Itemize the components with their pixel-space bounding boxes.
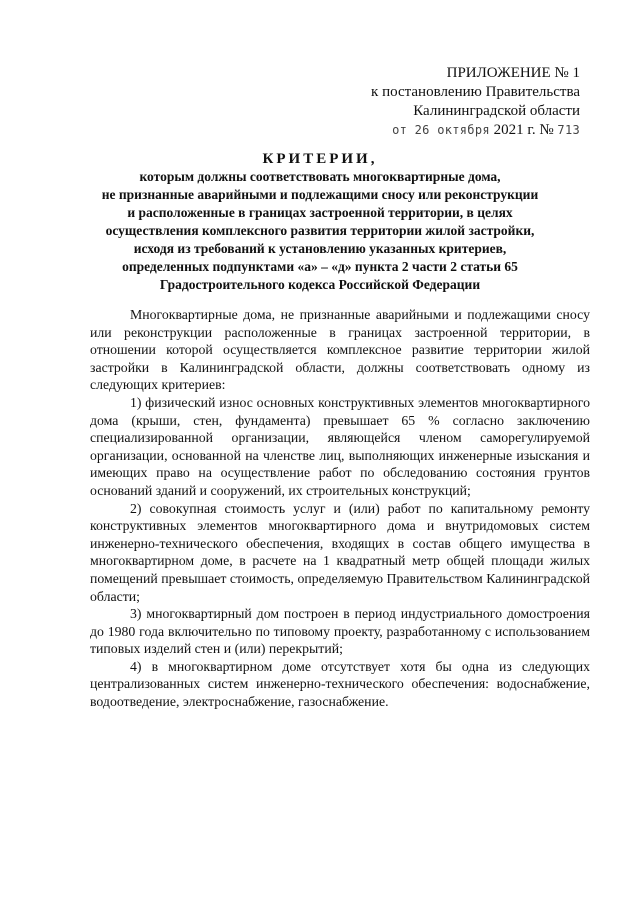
subtitle-line: не признанные аварийными и подлежащими сносу или реконструкции: [101, 187, 539, 202]
subtitle-line: которым должны соответствовать многоквартирные дома,: [139, 169, 501, 184]
subtitle-line: исходя из требований к установлению указанных критериев,: [133, 241, 507, 256]
subtitle-line: и расположенные в границах застроенной территории, в целях: [127, 205, 513, 220]
subtitle-line: осуществления комплексного развития территории жилой застройки,: [105, 223, 535, 238]
appendix-region: Калининградской области: [413, 103, 580, 119]
document-body: [90, 306, 590, 711]
criterion-3-paragraph: 3) многоквартирный дом построен в период индустриального домостроения до 1980 года включительно по типовому проекту, разработанному с использованием типовых изделий стен и (или) перекрытий;: [90, 606, 590, 657]
criterion-1-paragraph: 1) физический износ основных конструктивных элементов многоквартирного дома (крыши, стен, фундамента) превышает 65 % согласно заключению специализированной организации, являющейся членом саморегулируемой организации, основанной на членстве лиц, выполняющих инженерные изыскания и имеющих право на осуществление работ по обследованию состояния грунтов оснований зданий и сооружений, их строительных конструкций;: [90, 394, 590, 498]
appendix-resolution-ref: к постановлению Правительства: [371, 84, 580, 100]
appendix-date-line: [320, 121, 580, 140]
appendix-number: 713: [557, 123, 580, 137]
document-title: КРИТЕРИИ,: [262, 151, 378, 167]
subtitle-line: Градостроительного кодекса Российской Федерации: [159, 277, 481, 292]
subtitle-line: определенных подпунктами «а» – «д» пункта 2 части 2 статьи 65: [122, 259, 518, 274]
appendix-label: ПРИЛОЖЕНИЕ № 1: [446, 65, 580, 81]
intro-paragraph: Многоквартирные дома, не признанные аварийными и подлежащими сносу или реконструкции расположенные в границах застроенной территории, в отношении которой осуществляется комплексное развитие территории жилой застройки в Калининградской области, должны соответствовать одному из следующих критериев:: [90, 307, 590, 393]
document-subtitle: [60, 168, 580, 294]
appendix-year: 2021 г. №: [493, 122, 554, 138]
appendix-header: [320, 64, 580, 140]
appendix-date: от 26 октября: [392, 123, 490, 137]
criterion-4-paragraph: 4) в многоквартирном доме отсутствует хотя бы одна из следующих централизованных систем инженерно-технического обеспечения: водоснабжение, водоотведение, электроснабжение, газоснабжение.: [90, 658, 590, 710]
criterion-2-paragraph: 2) совокупная стоимость услуг и (или) работ по капитальному ремонту конструктивных элементов многоквартирного дома и внутридомовых систем инженерно-технического обеспечения, входящих в состав общего имущества в многоквартирном доме, в расчете на 1 квадратный метр общей площади жилых помещений превышает стоимость, определяемую Правительством Калининградской области;: [90, 500, 590, 604]
